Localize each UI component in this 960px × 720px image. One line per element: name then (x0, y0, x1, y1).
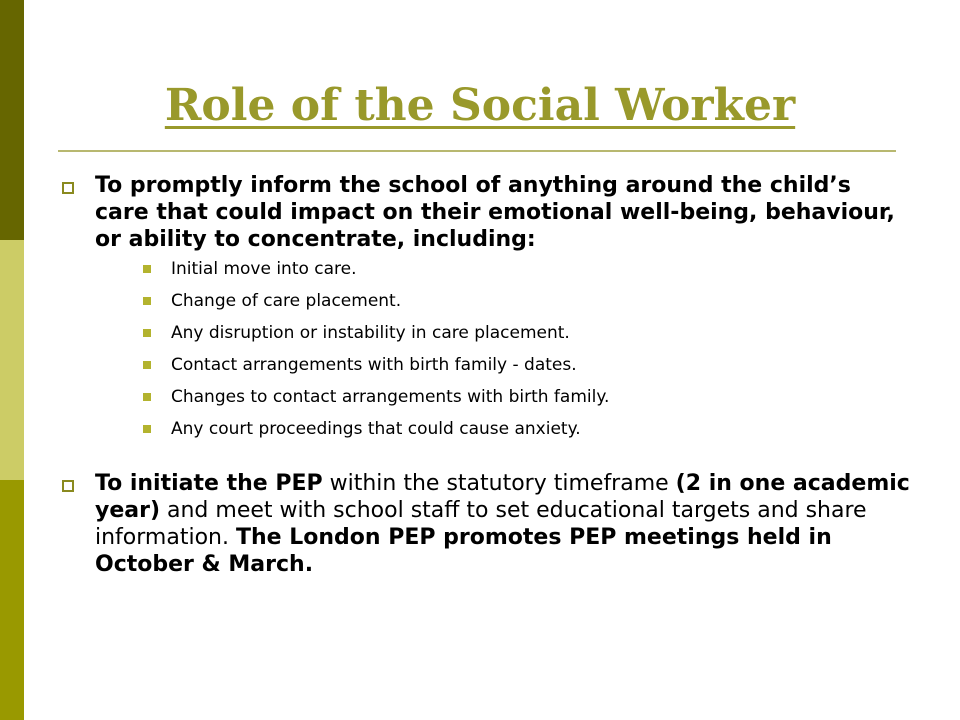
slide-content (60, 172, 910, 578)
slide-title: Role of the Social Worker (164, 80, 796, 131)
square-bullet-icon (143, 361, 151, 369)
sub-bullet-item: Any court proceedings that could cause anxiety. (95, 419, 910, 440)
square-bullet-icon (143, 265, 151, 273)
bullet-point-2-text: within the statutory timeframe (322, 471, 676, 496)
bullet-point-2-bold-frequency: (2 in one academic year) (95, 471, 910, 523)
square-bullet-icon (62, 182, 74, 194)
accent-bar-middle (0, 240, 24, 480)
bullet-point-1-text: To promptly inform the school of anything around the child’s care that could impact on their emotional well-being, behaviour, or ability to concentrate, including: (95, 173, 895, 252)
sub-bullet-item: Changes to contact arrangements with birth family. (95, 387, 910, 408)
title-divider (58, 150, 896, 152)
sub-bullet-item: Change of care placement. (95, 291, 910, 312)
sub-bullet-list (95, 259, 910, 440)
bullet-point-2 (60, 470, 910, 578)
bullet-point-2-text: and meet with school staff to set educational targets and share information. (95, 498, 867, 550)
sub-bullet-item: Initial move into care. (95, 259, 910, 280)
square-bullet-icon (143, 329, 151, 337)
square-bullet-icon (62, 480, 74, 492)
sub-bullet-item: Any disruption or instability in care placement. (95, 323, 910, 344)
bullet-point-2-bold-closing: The London PEP promotes PEP meetings held in October & March. (95, 525, 832, 577)
square-bullet-icon (143, 297, 151, 305)
square-bullet-icon (143, 425, 151, 433)
square-bullet-icon (143, 393, 151, 401)
bullet-point-2-bold-lead: To initiate the PEP (95, 471, 323, 496)
accent-bar-bottom (0, 480, 24, 720)
bullet-point-1 (60, 172, 910, 440)
sub-bullet-item: Contact arrangements with birth family - dates. (95, 355, 910, 376)
